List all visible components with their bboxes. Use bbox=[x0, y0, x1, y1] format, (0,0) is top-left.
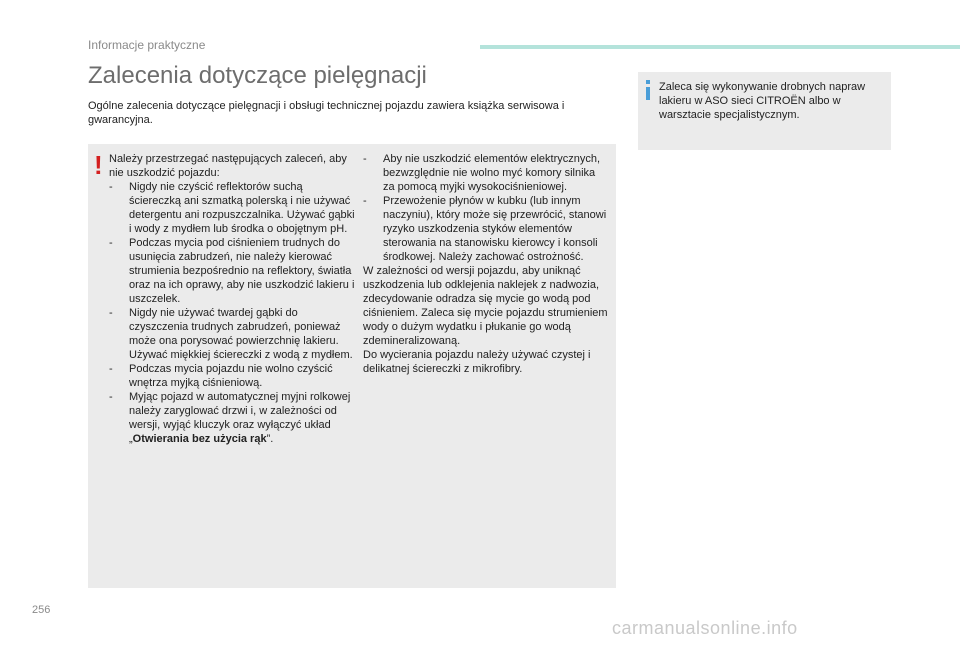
stickers-paragraph: W zależności od wersji pojazdu, aby uniknąć uszkodzenia lub odklejenia naklejek z nadwozia, zdecydowanie odradza się mycie go wodą pod ciśnieniem. Zaleca się mycie pojazdu strumieniem wody o dużym wydatku i płukanie go wodą zdemineralizowaną. bbox=[363, 265, 608, 347]
warning-right-column bbox=[363, 152, 608, 376]
warning-lead: Należy przestrzegać następujących zaleceń, aby nie uszkodzić pojazdu: bbox=[109, 153, 347, 179]
list-item-end: ”. bbox=[266, 433, 274, 445]
list-item: - Podczas mycia pod ciśnieniem trudnych do usunięcia zabrudzeń, nie należy kierować strumienia bezpośrednio na reflektory, światła oraz na ich oprawy, aby nie uszkodzić lakieru i uszczelek. bbox=[109, 236, 355, 306]
exclamation-icon: ! bbox=[94, 150, 103, 180]
interior-paragraph: Do wycierania pojazdu należy używać czystej i delikatnej ściereczki z mikrofibry. bbox=[363, 349, 591, 375]
intro-paragraph: Ogólne zalecenia dotyczące pielęgnacji i obsługi technicznej pojazdu zawiera książka serwisowa i gwarancyjna. bbox=[88, 100, 565, 126]
page-title: Zalecenia dotyczące pielęgnacji bbox=[88, 62, 427, 89]
list-item-text: Myjąc pojazd w automatycznej myjni rolkowej należy zaryglować drzwi i, w zależności od wersji, wyjąć kluczyk oraz wyłączyć układ „ bbox=[129, 391, 351, 445]
section-title: Informacje praktyczne bbox=[88, 38, 206, 52]
list-item-bold: Otwierania bez użycia rąk bbox=[132, 433, 267, 445]
list-item: - Nigdy nie używać twardej gąbki do czyszczenia trudnych zabrudzeń, ponieważ może ona porysować powierzchnię lakieru. Używać miękkiej ściereczki z wodą z mydłem. bbox=[109, 306, 355, 362]
warning-list-right bbox=[363, 152, 608, 264]
list-item: - Przewożenie płynów w kubku (lub innym naczyniu), który może się przewrócić, stanowi ryzyko uszkodzenia styków elementów sterowania na stanowisku kierowcy i konsoli środkowej. Należy zachować ostrożność. bbox=[363, 194, 608, 264]
info-text: Zaleca się wykonywanie drobnych napraw lakieru w ASO sieci CITROËN albo w warsztacie specjalistycznym. bbox=[659, 81, 866, 121]
list-item: - Aby nie uszkodzić elementów elektrycznych, bezwzględnie nie wolno myć komory silnika za pomocą myjki wysokociśnieniowej. bbox=[363, 152, 608, 194]
section-divider bbox=[480, 45, 960, 49]
info-icon bbox=[646, 80, 650, 100]
list-item: - Nigdy nie czyścić reflektorów suchą ściereczką ani szmatką polerską i nie używać detergentu ani rozpuszczalnika. Używać gąbki i wody z mydłem lub środka o obojętnym pH. bbox=[109, 180, 355, 236]
info-panel bbox=[638, 72, 891, 150]
warning-list-left bbox=[109, 180, 355, 446]
page-number: 256 bbox=[32, 604, 51, 616]
warning-panel bbox=[88, 144, 616, 588]
watermark: carmanualsonline.info bbox=[612, 618, 798, 638]
list-item bbox=[109, 390, 355, 446]
list-item: - Podczas mycia pojazdu nie wolno czyścić wnętrza myjką ciśnieniową. bbox=[109, 362, 355, 390]
warning-left-column bbox=[109, 152, 355, 446]
